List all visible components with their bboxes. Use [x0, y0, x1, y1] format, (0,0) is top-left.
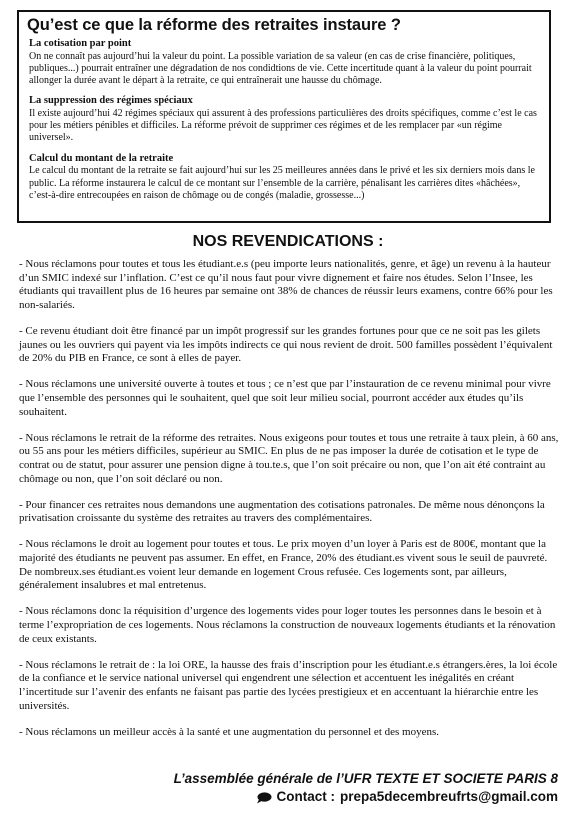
revendication-item: - Ce revenu étudiant doit être financé par un impôt progressif sur les grandes fortunes pour que ce ne soit pas les gilets jaunes ou les ouvriers qui payent via les impôts indirects ce qui nous revient de droit. 500 familles possèdent l’équivalent de 20% du PIB en France, ce sont à elles de payer.: [19, 324, 553, 365]
revendication-item: - Nous réclamons le retrait de la réforme des retraites. Nous exigeons pour toutes et tous une retraite à taux plein, à 60 ans, ou 55 ans pour les métiers difficiles, supérieur au SMIC. En plus de ne pas imposer la durée de cotisation et le type de contrat ou de statut, pour assurer une pension digne à tou.te.s, que l’on soit précaire ou non, que l’on ait été contraint au chômage ou non, que l’on soit déclaré ou non.: [19, 431, 559, 485]
revendication-item: - Pour financer ces retraites nous demandons une augmentation des cotisations patronales. De même nous dénonçons la privatisation croissante du système des retraites au travers des complémentaires.: [19, 498, 545, 525]
section-body: Le calcul du montant de la retraite se fait aujourd’hui sur les 25 meilleures années dans le privé et les six derniers mois dans le public. La réforme instaurera le calcul de ce montant sur l’ensemble de la carrière, pénalisant les carrières dites «hâchées», c’est-à-dire entrecoupées en raison de chômage ou de congés (maladie, grossesse...): [29, 165, 535, 201]
section-body: Il existe aujourd’hui 42 régimes spéciaux qui assurent à des professions particulières des droits spécifiques, comme c’est le cas pour les métiers pénibles et difficiles. La réforme prévoit de supprimer ces régimes et de les remplacer par «un régime universel».: [29, 107, 537, 144]
contact-line: [256, 788, 558, 805]
contact-label: Contact :: [276, 789, 336, 804]
section-body: On ne connaît pas aujourd’hui la valeur du point. La possible variation de sa valeur (en cas de crise financière, politiques, publiques...) pourrait entraîner une dégradation de nos condidtions de vie. Cette incertitude quant à la valeur du point pourrait allonger la durée avant le départ à la retraite, ce qui entraînerait une hausse du chômage.: [29, 50, 532, 87]
revendication-item: - Nous réclamons une université ouverte à toutes et tous ; ce n’est que par l’instauration de ce revenu minimal pour vivre que l’ensemble des personnes qui le souhaitent, quel que soit leur milieu social, pourront accéder aux études qu’ils souhaitent.: [19, 378, 551, 418]
section-title: La suppression des régimes spéciaux: [29, 95, 193, 107]
revendications-list: [19, 258, 559, 752]
signature: L’assemblée générale de l’UFR TEXTE ET SOCIETE PARIS 8: [173, 771, 558, 786]
box-title: Qu’est ce que la réforme des retraites instaure ?: [27, 16, 401, 34]
revendication-item: - Nous réclamons le droit au logement pour toutes et tous. Le prix moyen d’un loyer à Paris est de 800€, montant que la majorité des étudiants ne peuvent pas assumer. En effet, en France, 20% des étudiant.es vivent sous le seuil de pauvreté. De nombreux.ses étudiant.es voient leur demande en logement Crous refusée. Ces logements sont, par ailleurs, généralement insalubres et mal entretenus.: [19, 538, 548, 592]
section-regimes-speciaux: [29, 95, 541, 144]
reform-info-box: [17, 10, 551, 223]
revendication-item: - Nous réclamons un meilleur accès à la santé et une augmentation du personnel et des moyens.: [19, 725, 440, 738]
revendication-item: - Nous réclamons le retrait de : la loi ORE, la hausse des frais d’inscription pour les étudiant.e.s étrangers.ères, la loi école de la confiance et le service national universel qui engendrent une sélection et accentuent les inégalités en créant l’incertitude sur l’avenir des enfants ne faisant pas partie des lycées prestigieux et en accentuant la hiérarchie entre les universités.: [19, 658, 558, 712]
revendication-item: - Nous réclamons pour toutes et tous les étudiant.e.s (peu importe leurs nationalités, genre, et âge) un revenu à la hauteur d’un SMIC indexé sur l’inflation. C’est ce qu’il nous faut pour vivre dignement et faire nos études. Selon l’Insee, les étudiants qui travaillent plus de 16 heures par semaine ont 38% de chances de réussir leurs examens, contre 66% pour les non-salariés.: [19, 258, 553, 311]
section-title: La cotisation par point: [29, 38, 132, 49]
speech-bubble-icon: [256, 791, 272, 803]
contact-email[interactable]: prepa5decembreufrts@gmail.com: [340, 789, 558, 804]
section-calcul-retraite: [29, 153, 541, 202]
revendications-heading: NOS REVENDICATIONS :: [192, 233, 384, 250]
section-title: Calcul du montant de la retraite: [29, 152, 174, 164]
revendication-item: - Nous réclamons donc la réquisition d’urgence des logements vides pour loger toutes les personnes dans le besoin et à terme l’expropriation de ces logements. Nous réclamons la construction de nouveaux logements étudiants et la rénovation de ceux existants.: [19, 605, 556, 645]
section-cotisation: [29, 38, 541, 87]
